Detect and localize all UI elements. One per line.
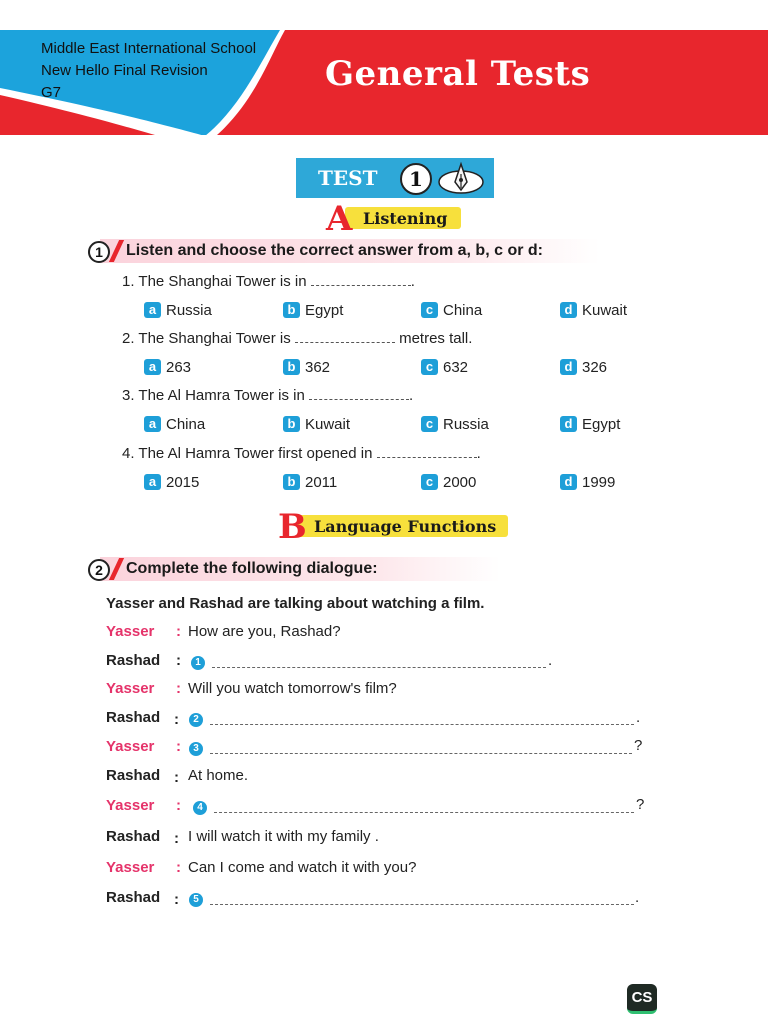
- option-a[interactable]: [144, 474, 199, 491]
- speaker-colon: :: [176, 859, 181, 876]
- option-text: Russia: [443, 416, 489, 433]
- speaker-colon: :: [176, 623, 181, 640]
- school-name: Middle East International School: [41, 40, 257, 57]
- question-item-4: [122, 445, 481, 462]
- option-text: Egypt: [305, 302, 344, 319]
- speaker-yasser: Yasser: [106, 680, 155, 697]
- blank-marker-2: 2: [189, 713, 203, 727]
- speaker-colon: :: [174, 830, 179, 847]
- answer-blank[interactable]: [311, 273, 411, 286]
- option-letter: d: [560, 302, 577, 318]
- question-1-number: 1: [88, 241, 110, 263]
- option-c[interactable]: [421, 416, 489, 433]
- line-end-mark: ?: [636, 796, 645, 813]
- option-text: 2011: [305, 474, 338, 491]
- item-text: 4. The Al Hamra Tower first opened in: [122, 445, 373, 462]
- option-d[interactable]: [560, 302, 627, 319]
- speaker-rashad: Rashad: [106, 889, 161, 906]
- speaker-colon: :: [174, 769, 179, 786]
- section-a-title: Listening: [363, 209, 448, 228]
- option-letter: c: [421, 474, 438, 490]
- blank-marker-5: 5: [189, 893, 203, 907]
- option-text: 632: [443, 359, 469, 376]
- option-letter: b: [283, 416, 300, 432]
- option-d[interactable]: [560, 474, 615, 491]
- line-end-mark: .: [548, 652, 553, 669]
- answer-blank[interactable]: [295, 330, 395, 343]
- camscanner-logo-icon: CS: [627, 984, 657, 1014]
- item-end: .: [409, 387, 414, 404]
- question-1-instruction: Listen and choose the correct answer from a, b, c or d:: [126, 242, 543, 259]
- question-item-3: [122, 387, 413, 404]
- speaker-colon: :: [174, 891, 179, 908]
- option-d[interactable]: [560, 359, 607, 376]
- answer-line-1[interactable]: [212, 667, 546, 668]
- option-text: China: [166, 416, 206, 433]
- option-text: 1999: [582, 474, 616, 491]
- answer-blank[interactable]: [377, 445, 477, 458]
- dialogue-intro: Yasser and Rashad are talking about watching a film.: [106, 595, 485, 612]
- option-a[interactable]: [144, 302, 212, 319]
- speaker-colon: :: [174, 711, 179, 728]
- dialogue-text: Will you watch tomorrow's film?: [188, 680, 397, 697]
- option-letter: b: [283, 359, 300, 375]
- line-end-mark: ?: [634, 737, 643, 754]
- option-text: Russia: [166, 302, 212, 319]
- speaker-yasser: Yasser: [106, 797, 155, 814]
- item-text: 3. The Al Hamra Tower is in: [122, 387, 305, 404]
- dialogue-text: At home.: [188, 767, 249, 784]
- answer-line-2[interactable]: [210, 724, 634, 725]
- grade-label: G7: [41, 84, 62, 101]
- option-b[interactable]: [283, 359, 330, 376]
- dialogue-text: I will watch it with my family .: [188, 828, 379, 845]
- section-b-letter: B: [278, 507, 307, 547]
- option-text: Kuwait: [582, 302, 628, 319]
- speaker-rashad: Rashad: [106, 652, 161, 669]
- speaker-yasser: Yasser: [106, 738, 155, 755]
- option-letter: a: [144, 474, 161, 490]
- test-badge: [296, 158, 494, 198]
- answer-line-5[interactable]: [210, 904, 634, 905]
- dialogue-text: How are you, Rashad?: [188, 623, 341, 640]
- pen-nib-icon: [436, 160, 486, 196]
- speaker-rashad: Rashad: [106, 828, 161, 845]
- option-c[interactable]: [421, 474, 476, 491]
- option-text: Egypt: [582, 416, 621, 433]
- answer-line-3[interactable]: [210, 753, 632, 754]
- option-letter: b: [283, 474, 300, 490]
- option-text: Kuwait: [305, 416, 351, 433]
- blank-marker-3: 3: [189, 742, 203, 756]
- item-text: 1. The Shanghai Tower is in: [122, 273, 307, 290]
- answer-line-4[interactable]: [214, 812, 634, 813]
- option-d[interactable]: [560, 416, 620, 433]
- option-text: 362: [305, 359, 331, 376]
- option-letter: c: [421, 302, 438, 318]
- option-letter: a: [144, 302, 161, 318]
- answer-blank[interactable]: [309, 387, 409, 400]
- speaker-yasser: Yasser: [106, 859, 155, 876]
- item-end: metres tall.: [399, 330, 473, 347]
- question-item-2: [122, 330, 472, 347]
- option-text: 326: [582, 359, 608, 376]
- option-b[interactable]: [283, 474, 337, 491]
- option-text: 263: [166, 359, 192, 376]
- speaker-colon: :: [176, 652, 181, 669]
- question-2-number: 2: [88, 559, 110, 581]
- line-end-mark: .: [635, 889, 640, 906]
- option-letter: d: [560, 359, 577, 375]
- course-name: New Hello Final Revision: [41, 62, 208, 79]
- question-item-1: [122, 273, 415, 290]
- speaker-rashad: Rashad: [106, 767, 161, 784]
- option-letter: b: [283, 302, 300, 318]
- option-letter: a: [144, 416, 161, 432]
- option-text: China: [443, 302, 483, 319]
- option-a[interactable]: [144, 359, 191, 376]
- speaker-colon: :: [176, 797, 181, 814]
- dialogue-text: Can I come and watch it with you?: [188, 859, 417, 876]
- line-end-mark: .: [636, 709, 641, 726]
- option-text: 2000: [443, 474, 477, 491]
- test-number: 1: [400, 163, 432, 195]
- option-b[interactable]: [283, 302, 343, 319]
- option-c[interactable]: [421, 359, 468, 376]
- item-end: .: [476, 445, 481, 462]
- item-text: 2. The Shanghai Tower is: [122, 330, 291, 347]
- option-letter: d: [560, 474, 577, 490]
- option-letter: c: [421, 416, 438, 432]
- option-c[interactable]: [421, 302, 482, 319]
- section-a-letter: A: [326, 199, 353, 239]
- option-letter: d: [560, 416, 577, 432]
- speaker-colon: :: [176, 738, 181, 755]
- option-letter: c: [421, 359, 438, 375]
- option-b[interactable]: [283, 416, 350, 433]
- item-end: .: [410, 273, 415, 290]
- speaker-yasser: Yasser: [106, 623, 155, 640]
- blank-marker-1: 1: [191, 656, 205, 670]
- section-b-title: Language Functions: [314, 517, 497, 536]
- option-text: 2015: [166, 474, 200, 491]
- option-letter: a: [144, 359, 161, 375]
- speaker-rashad: Rashad: [106, 709, 161, 726]
- blank-marker-4: 4: [193, 801, 207, 815]
- question-2-instruction: Complete the following dialogue:: [126, 560, 378, 577]
- test-label: TEST: [318, 166, 378, 190]
- speaker-colon: :: [176, 680, 181, 697]
- page-title: General Tests: [325, 54, 591, 94]
- option-a[interactable]: [144, 416, 205, 433]
